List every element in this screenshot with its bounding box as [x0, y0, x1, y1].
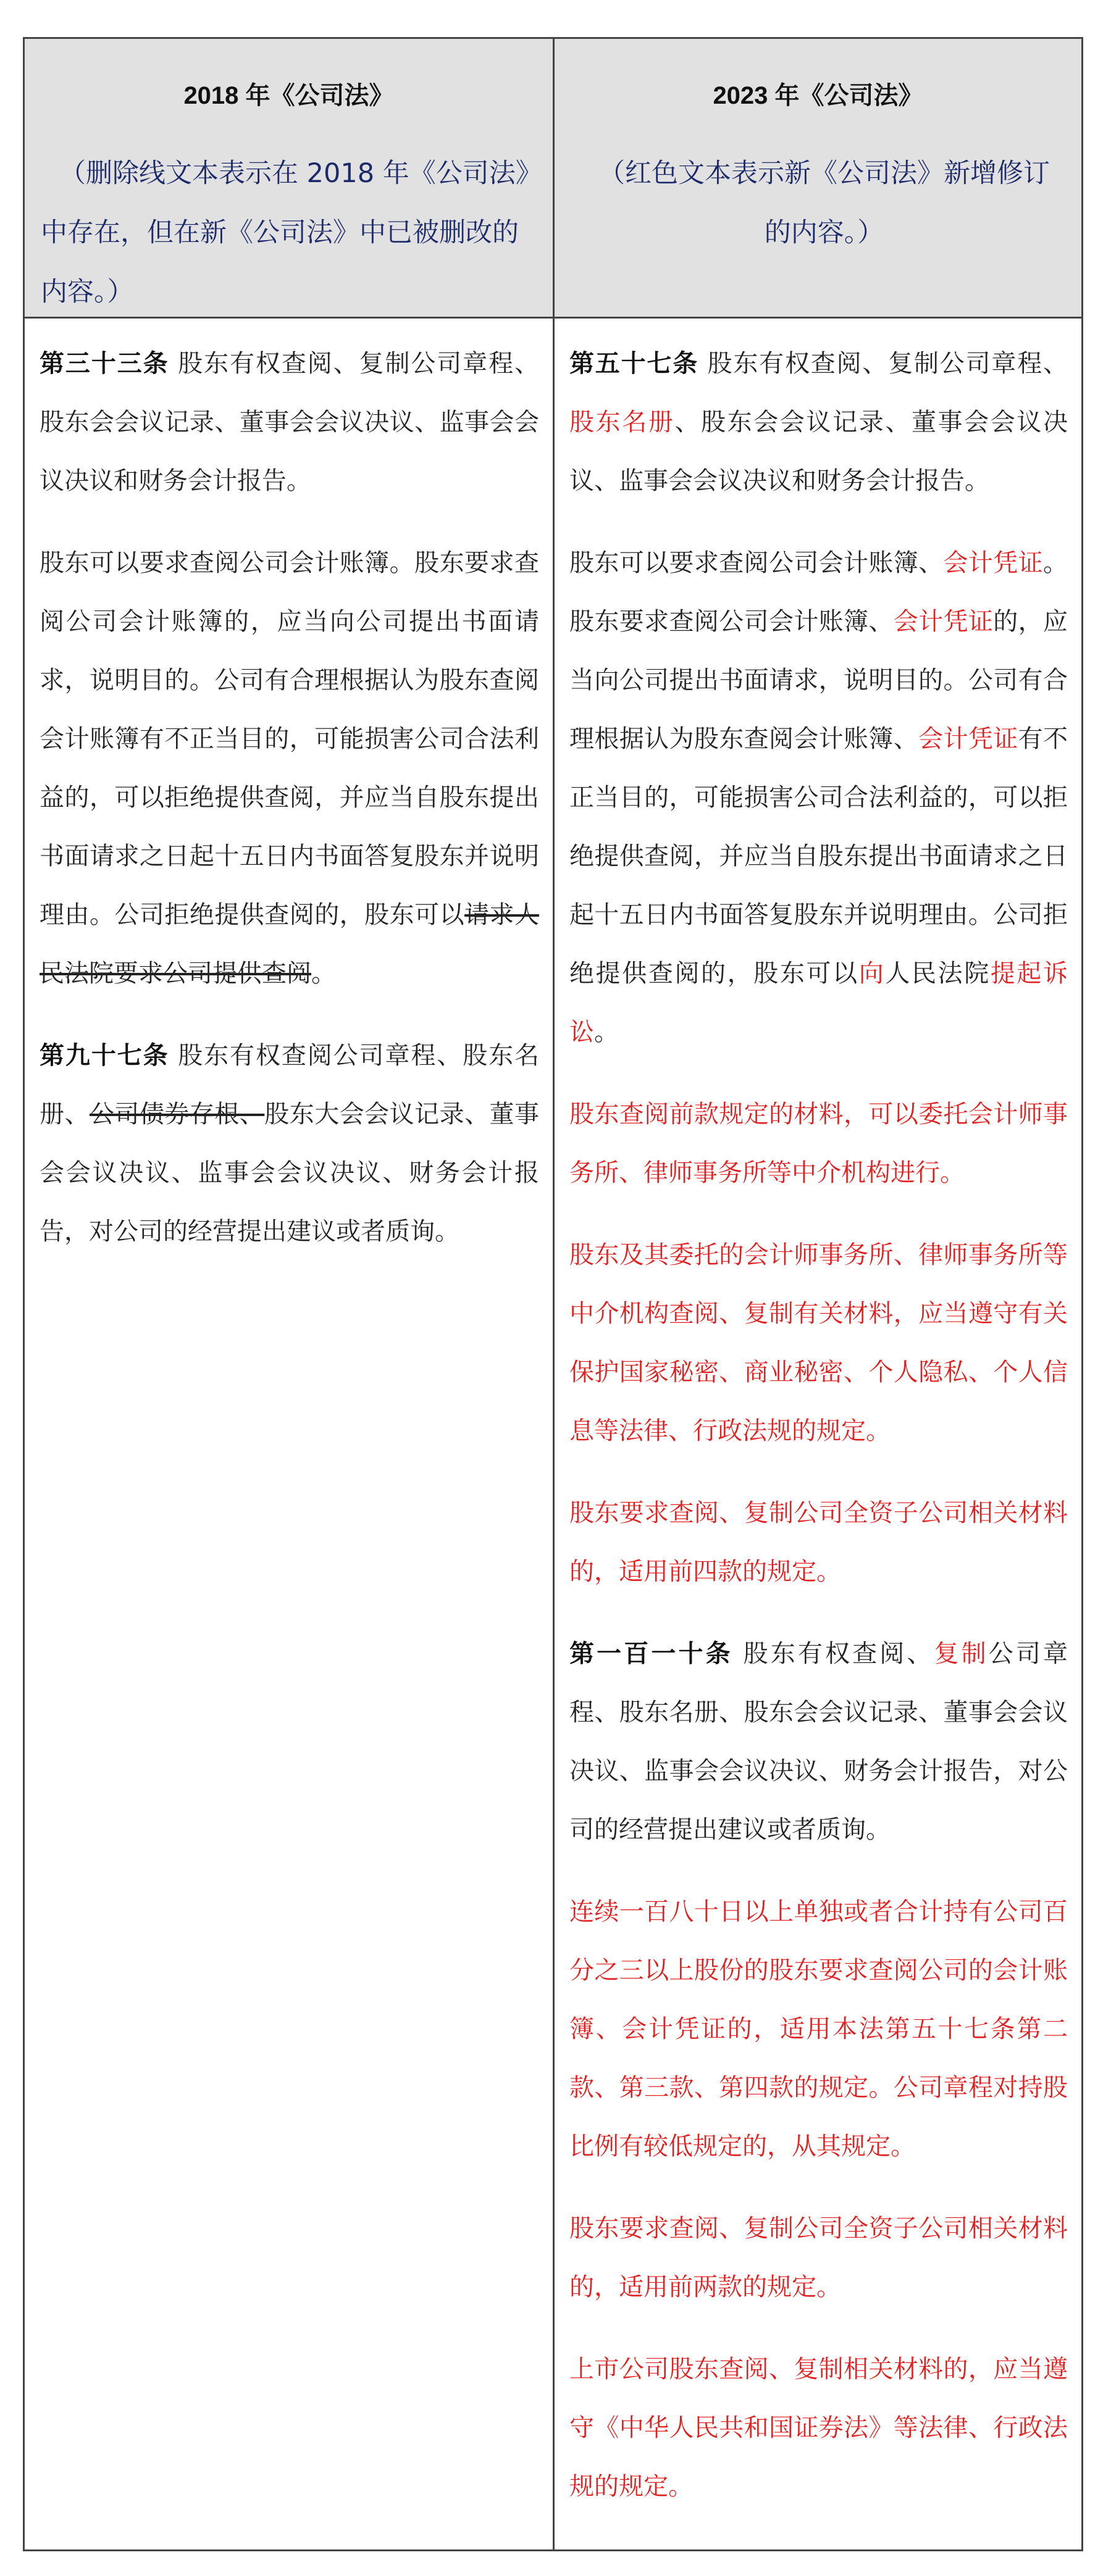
- deleted-text: 请求人民法院要求公司提供查阅: [40, 901, 540, 988]
- comparison-table: [23, 37, 1083, 2551]
- right-article-57-para-5: 股东要求查阅、复制公司全资子公司相关材料的，适用前四款的规定。: [569, 1499, 1068, 1586]
- right-article-57-para-3: 股东查阅前款规定的材料，可以委托会计师事务所、律师事务所等中介机构进行。: [569, 1100, 1068, 1187]
- right-article-57-para-4: 股东及其委托的会计师事务所、律师事务所等中介机构查阅、复制有关材料，应当遵守有关保护国家秘密、商业秘密、个人隐私、个人信息等法律、行政法规的规定。: [569, 1241, 1068, 1445]
- right-article-57-para-2: [569, 534, 1068, 1062]
- deleted-text: 公司债券存根、: [89, 1100, 265, 1128]
- right-article-57: [569, 335, 1068, 511]
- right-article-110-para-4: 上市公司股东查阅、复制相关材料的，应当遵守《中华人民共和国证券法》等法律、行政法规的规定。: [569, 2355, 1068, 2501]
- header-2018: [25, 39, 555, 319]
- left-article-33: [40, 335, 539, 511]
- article-number: 第五十七条: [569, 349, 699, 378]
- text-segment: 有不正当目的，可能损害公司合法利益的，可以拒绝提供查阅，并应当自股东提出书面请求之日起十五日内书面答复股东并说明理由。公司拒绝提供查阅的，股东可以: [569, 725, 1068, 988]
- text-segment: 股东有权查阅、: [743, 1640, 934, 1668]
- header-2018-title: 2018 年《公司法》: [183, 82, 394, 109]
- article-number: 第九十七条: [40, 1041, 169, 1070]
- text-segment: 、股东会会议记录、董事会会议决议、监事会会议决议和财务会计报告。: [569, 408, 1068, 495]
- added-text: 会计凭证: [893, 607, 994, 636]
- added-text: 复制: [934, 1640, 989, 1668]
- added-text: 提起诉讼: [569, 959, 1068, 1046]
- paragraph-text: 股东可以要求查阅公司会计账簿。股东要求查阅公司会计账簿的，应当向公司提出书面请求，说明目的。公司有合理根据认为股东查阅会计账簿有不正当目的，可能损害公司合法利益的，可以拒绝提供查阅，并应当自股东提出书面请求之日起十五日内书面答复股东并说明理由。公司拒绝提供查阅的，股东可以: [40, 549, 539, 929]
- added-text: 向: [858, 959, 886, 988]
- header-2023-title: 2023 年《公司法》: [713, 82, 923, 109]
- paragraph-end: 。: [311, 959, 336, 988]
- column-2023: [555, 319, 1081, 2549]
- header-2023: [555, 39, 1081, 319]
- text-segment: 股东有权查阅、复制公司章程、: [707, 349, 1068, 378]
- text-segment: 。股东要求查阅公司会计账簿、: [569, 549, 1068, 636]
- text-segment: 公司章程、股东名册、股东会会议记录、董事会会议决议、监事会会议决议、财务会计报告，对公司的经营提出建议或者质询。: [569, 1640, 1068, 1844]
- right-article-110-para-3: 股东要求查阅、复制公司全资子公司相关材料的，适用前两款的规定。: [569, 2214, 1068, 2301]
- added-text: 会计凭证: [918, 725, 1018, 753]
- left-article-33-para-2: [40, 534, 539, 1003]
- added-text: 会计凭证: [943, 549, 1044, 577]
- article-number: 第一百一十条: [569, 1640, 733, 1668]
- article-text: 股东有权查阅、复制公司章程、股东会会议记录、董事会会议决议、监事会会议决议和财务会计报告。: [40, 349, 540, 495]
- header-2018-note: （删除线文本表示在 2018 年《公司法》中存在，但在新《公司法》中已被删改的内容。）: [41, 158, 529, 307]
- added-text: 股东名册: [569, 408, 675, 436]
- text-segment: 的，应当向公司提出书面请求，说明目的。公司有合理根据认为股东查阅会计账簿、: [569, 607, 1068, 753]
- article-text: 股东有权查阅公司章程、股东名册、: [40, 1041, 540, 1128]
- header-2023-note: （红色文本表示新《公司法》新增修订的内容。）: [598, 158, 1050, 248]
- article-text-end: 股东大会会议记录、董事会会议决议、监事会会议决议、财务会计报告，对公司的经营提出建议或者质询。: [40, 1100, 540, 1246]
- column-2018: [25, 319, 555, 2549]
- text-segment: 。: [594, 1018, 619, 1046]
- text-segment: 人民法院: [885, 959, 991, 988]
- left-article-97: [40, 1027, 539, 1261]
- right-article-110: [569, 1625, 1068, 1859]
- text-segment: 股东可以要求查阅公司会计账簿、: [569, 549, 944, 577]
- right-article-110-para-2: 连续一百八十日以上单独或者合计持有公司百分之三以上股份的股东要求查阅公司的会计账簿、会计凭证的，适用本法第五十七条第二款、第三款、第四款的规定。公司章程对持股比例有较低规定的，从其规定。: [569, 1898, 1068, 2161]
- article-number: 第三十三条: [40, 349, 169, 378]
